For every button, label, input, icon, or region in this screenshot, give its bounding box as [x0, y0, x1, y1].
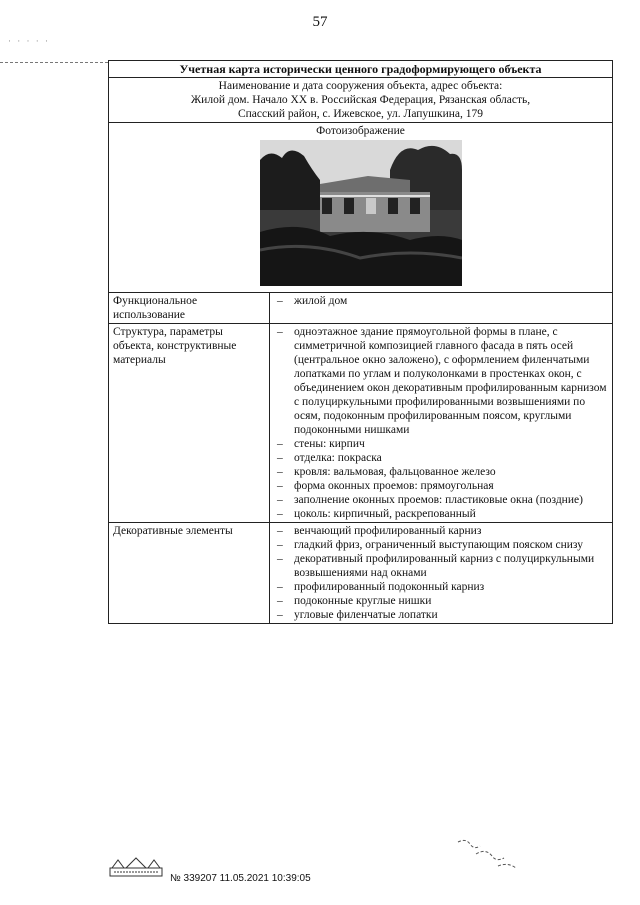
address-block	[109, 78, 613, 123]
card-title: Учетная карта исторически ценного градоформирующего объекта	[109, 61, 613, 78]
list-item: – подоконные круглые нишки	[274, 594, 608, 608]
row-label: Функциональное использование	[109, 293, 270, 324]
photo-label: Фотоизображение	[316, 125, 405, 137]
list-item: – цоколь: кирпичный, раскрепованный	[274, 507, 608, 521]
building-photo	[260, 140, 462, 286]
address-line: Жилой дом. Начало XX в. Российская Федерация, Рязанская область,	[190, 94, 531, 106]
list-item: – стены: кирпич	[274, 437, 608, 451]
row-values	[270, 293, 613, 324]
page-number: 57	[312, 14, 328, 30]
list-item: – форма оконных проемов: прямоугольная	[274, 479, 608, 493]
list-item: – кровля: вальмовая, фальцованное железо	[274, 465, 608, 479]
row-label: Структура, параметры объекта, конструктивные материалы	[109, 324, 270, 523]
list-item: – профилированный подоконный карниз	[274, 580, 608, 594]
row-decorative	[109, 523, 613, 624]
list-item: – венчающий профилированный карниз	[274, 524, 608, 538]
registration-stamp: № 339207 11.05.2021 10:39:05	[170, 873, 311, 884]
row-structure	[109, 324, 613, 523]
row-values	[270, 523, 613, 624]
scan-artifact-line	[0, 62, 108, 63]
scan-artifact: · · · · ·	[8, 36, 50, 46]
address-line: Спасский район, с. Ижевское, ул. Лапушкина, 179	[237, 108, 484, 120]
row-label: Декоративные элементы	[109, 523, 270, 624]
list-item: – заполнение оконных проемов: пластиковые окна (поздние)	[274, 493, 608, 507]
address-heading: Наименование и дата сооружения объекта, адрес объекта:	[218, 80, 503, 92]
list-item: – угловые филенчатые лопатки	[274, 608, 608, 622]
list-item: – отделка: покраска	[274, 451, 608, 465]
row-functional-use	[109, 293, 613, 324]
document-system-logo	[108, 856, 164, 878]
list-item: – гладкий фриз, ограниченный выступающим пояском снизу	[274, 538, 608, 552]
registration-card	[108, 60, 613, 624]
row-values	[270, 324, 613, 523]
list-item: – декоративный профилированный карниз с полуциркульными возвышениями над окнами	[274, 552, 608, 580]
handwritten-signature	[456, 836, 526, 872]
list-item: – жилой дом	[274, 294, 608, 308]
photo-cell	[109, 123, 613, 293]
list-item: – одноэтажное здание прямоугольной формы в плане, с симметричной композицией главного фасада в пять осей (центральное окно заложено), с оформлением филенчатыми лопатками по углам и полуколонками в простенках окон, с объединением окон декоративным профилированным карнизом с полуциркульными профилированными возвышениями по осям, подоконным профилированным поясом, круглыми подоконными нишками	[274, 325, 608, 437]
